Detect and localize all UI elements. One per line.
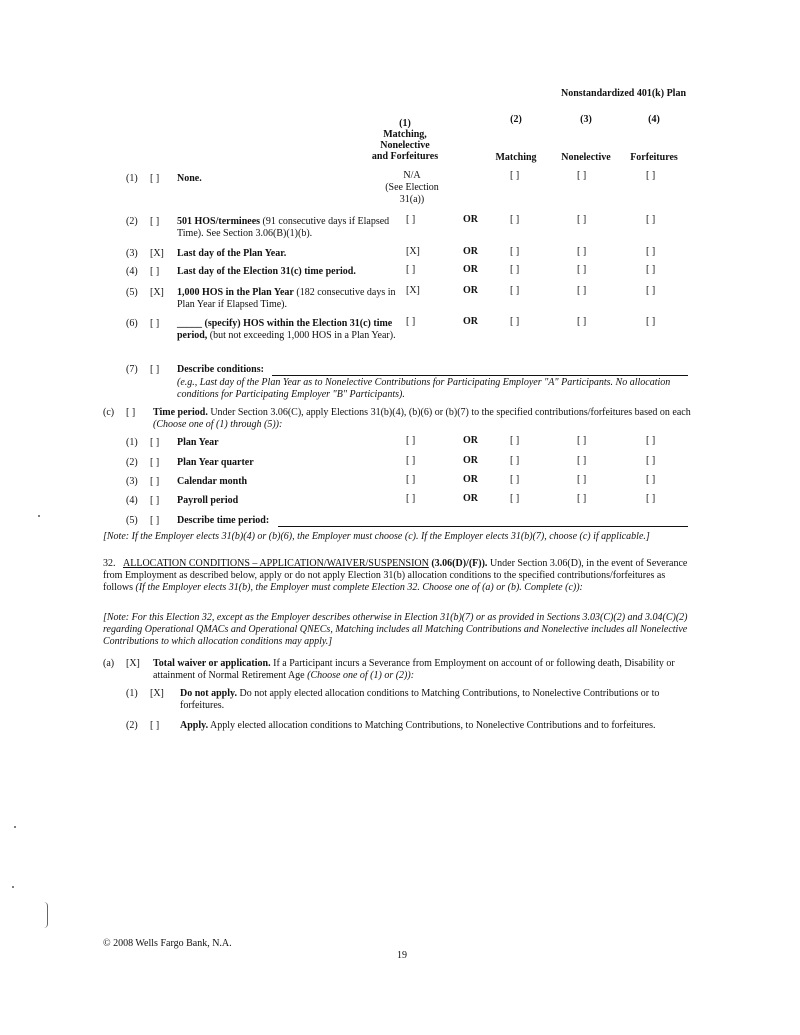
row-number: (6) [126,318,138,329]
cell-col3-checkbox[interactable]: [ ] [577,455,587,466]
cell-col3-checkbox[interactable]: [ ] [577,316,587,327]
row-label: Plan Year [177,437,219,448]
cell-col2-checkbox[interactable]: [ ] [510,170,520,181]
column-label: Matching, Nonelective and Forfeitures [371,129,439,162]
row-number: (2) [126,720,138,731]
row-checkbox[interactable]: [ ] [150,437,160,448]
row-label: Plan Year quarter [177,457,254,468]
section-32a-text [153,658,693,682]
section-32a-instruction: (Choose one of (1) or (2)): [307,670,415,681]
cell-col4-checkbox[interactable]: [ ] [646,214,656,225]
describe-conditions-label: Describe conditions: [177,364,264,375]
scan-speck [12,886,14,888]
row-checkbox[interactable]: [ ] [150,457,160,468]
cell-col3-checkbox[interactable]: [ ] [577,285,587,296]
row-label: Last day of the Election 31(c) time period. [177,266,356,277]
row-number: (5) [126,287,138,298]
row-label [177,318,397,342]
row-checkbox[interactable]: [X] [150,287,164,298]
section-c-letter: (c) [103,407,115,418]
row-checkbox[interactable]: [ ] [150,720,160,731]
row-number: (1) [126,437,138,448]
note-31: [Note: If the Employer elects 31(b)(4) or (b)(6), the Employer must choose (c). If the Employer elects 31(b)(7), choose (c) if applicable.] [103,531,650,542]
or-label: OR [463,493,478,504]
section-32a-letter: (a) [103,658,115,669]
cell-col1-checkbox[interactable]: [X] [406,246,420,257]
row-label-bold: 501 HOS/terminees [177,216,261,227]
section-32a-lead: Total waiver or application. [153,658,271,669]
cell-col3-checkbox[interactable]: [ ] [577,246,587,257]
column-label-3: Nonelective [561,152,611,163]
section-32a-body: If a Participant incurs a Severance from Employment on account of or following death, Disability or attainment of Normal Retirement Age [153,658,675,681]
row-label [177,287,397,311]
row-label: Payroll period [177,495,239,506]
cell-col1-checkbox[interactable]: [ ] [406,214,416,225]
cell-col1-checkbox[interactable]: [ ] [406,474,416,485]
describe-conditions-field[interactable] [272,375,688,376]
row-number: (7) [126,364,138,375]
cell-col2-checkbox[interactable]: [ ] [510,474,520,485]
scan-speck [14,826,16,828]
cell-col1-checkbox[interactable]: [ ] [406,455,416,466]
row-label: Calendar month [177,476,248,487]
row-label-rest: Do not apply elected allocation conditions to Matching Contributions, to Nonelective Contributions or to forfeitures. [180,688,660,711]
column-label-2: Matching [495,152,537,163]
row-label-bold: _____ (specify) HOS within the Election 31(c) time period, [177,318,393,341]
cell-col4-checkbox[interactable]: [ ] [646,435,656,446]
cell-col3-checkbox[interactable]: [ ] [577,264,587,275]
cell-col2-checkbox[interactable]: [ ] [510,455,520,466]
or-label: OR [463,246,478,257]
cell-col4-checkbox[interactable]: [ ] [646,264,656,275]
row-checkbox[interactable]: [ ] [150,216,160,227]
scan-mark [44,902,48,928]
cell-col2-checkbox[interactable]: [ ] [510,435,520,446]
row-checkbox[interactable]: [ ] [150,364,160,375]
row-checkbox[interactable]: [X] [150,688,164,699]
section-c-checkbox[interactable]: [ ] [126,407,136,418]
cell-col1-checkbox[interactable]: [ ] [406,316,416,327]
column-header-1 [360,118,450,162]
copyright: © 2008 Wells Fargo Bank, N.A. [103,938,232,949]
row-label [180,688,692,712]
cell-col1-checkbox[interactable]: [ ] [406,435,416,446]
row-label [177,216,397,240]
section-32a-checkbox[interactable]: [X] [126,658,140,669]
cell-col2-checkbox[interactable]: [ ] [510,264,520,275]
column-number: (1) [399,118,411,129]
or-label: OR [463,285,478,296]
cell-col4-checkbox[interactable]: [ ] [646,493,656,504]
section-32-intro [103,558,693,594]
or-label: OR [463,455,478,466]
page-number: 19 [397,950,407,961]
or-label: OR [463,214,478,225]
or-label: OR [463,435,478,446]
row-label-bold: Apply. [180,720,209,731]
cell-col1-checkbox[interactable]: [ ] [406,264,416,275]
row-number: (4) [126,266,138,277]
row-label-rest: (182 consecutive days in Plan Year if Elapsed Time). [177,287,396,310]
section-c-body: Under Section 3.06(C), apply Elections 31(b)(4), (b)(6) or (b)(7) to the specified contributions/forfeitures based on each [207,407,691,418]
cell-col4-checkbox[interactable]: [ ] [646,474,656,485]
section-c-instruction: (Choose one of (1) through (5)): [153,419,283,430]
section-32-ref: (3.06(D)/(F)). [431,558,488,569]
column-number-2: (2) [510,114,522,125]
row-label: Last day of the Plan Year. [177,248,287,259]
column-label-4: Forfeitures [630,152,678,163]
row-number: (2) [126,457,138,468]
describe-time-period-field[interactable] [278,526,688,527]
row-checkbox[interactable]: [ ] [150,495,160,506]
section-32-instruction: (If the Employer elects 31(b), the Employer must complete Election 32. Choose one of (a) or (b). Complete (c)): [135,582,583,593]
cell-col3-checkbox[interactable]: [ ] [577,435,587,446]
row-label-rest: (but not exceeding 1,000 HOS in a Plan Year). [207,330,396,341]
row-label-bold: 1,000 HOS in the Plan Year [177,287,294,298]
row-label-rest: Apply elected allocation conditions to Matching Contributions, to Nonelective Contributions and to forfeitures. [208,720,656,731]
row-label-bold: Do not apply. [180,688,237,699]
row-label-rest: (91 consecutive days if Elapsed Time). See Section 3.06(B)(1)(b). [177,216,390,239]
row-number: (4) [126,495,138,506]
cell-col1-checkbox[interactable]: [ ] [406,493,416,504]
cell-col3-checkbox[interactable]: [ ] [577,214,587,225]
row-checkbox[interactable]: [ ] [150,318,160,329]
cell-col3-checkbox[interactable]: [ ] [577,170,587,181]
section-c-text [153,407,693,431]
row-number: (1) [126,688,138,699]
cell-col2-checkbox[interactable]: [ ] [510,493,520,504]
column-number-3: (3) [580,114,592,125]
section-32-note: [Note: For this Election 32, except as the Employer describes otherwise in Election 31(b)(7) or as provided in Sections 3.03(C)(2) and 3.04(C)(2) regarding Operational QMACs and Operational QNECs, Matching includes all Matching Contributions and Nonelective includes all Nonelective Contributions to which allocation conditions may apply.] [103,612,688,647]
cell-col3-checkbox[interactable]: [ ] [577,474,587,485]
cell-col4-checkbox[interactable]: [ ] [646,285,656,296]
describe-conditions-example: (e.g., Last day of the Plan Year as to Nonelective Contributions for Participating Employer "A" Participants. No allocation conditions for Participating Employer "B" Participants). [177,377,671,400]
row-number: (3) [126,248,138,259]
cell-col1: N/A (See Election 31(a)) [385,170,439,205]
or-label: OR [463,474,478,485]
row-label [180,720,692,732]
row-checkbox[interactable]: [ ] [150,266,160,277]
section-32-title: ALLOCATION CONDITIONS – APPLICATION/WAIVER/SUSPENSION [123,558,429,569]
cell-col4-checkbox[interactable]: [ ] [646,246,656,257]
scan-speck [38,515,40,517]
cell-col2-checkbox[interactable]: [ ] [510,316,520,327]
cell-col3-checkbox[interactable]: [ ] [577,493,587,504]
or-label: OR [463,316,478,327]
cell-col2-checkbox[interactable]: [ ] [510,214,520,225]
cell-col4-checkbox[interactable]: [ ] [646,455,656,466]
section-c-lead: Time period. [153,407,208,418]
row-checkbox[interactable]: [X] [150,248,164,259]
row-number: (1) [126,173,138,184]
cell-col4-checkbox[interactable]: [ ] [646,316,656,327]
row-checkbox[interactable]: [ ] [150,515,160,526]
plan-title: Nonstandardized 401(k) Plan [561,88,687,99]
row-checkbox[interactable]: [ ] [150,173,160,184]
row-checkbox[interactable]: [ ] [150,476,160,487]
describe-time-period-label: Describe time period: [177,515,270,526]
row-number: (5) [126,515,138,526]
section-32-body: Under Section 3.06(D), in the event of Severance from Employment as described below, apply or do not apply Election 31(b) allocation conditions to the specified contributions/forfeitures as follows [103,558,688,593]
row-number: (2) [126,216,138,227]
cell-col1-checkbox[interactable]: [X] [406,285,420,296]
column-number-4: (4) [648,114,660,125]
row-number: (3) [126,476,138,487]
row-label: None. [177,173,202,184]
section-32-number: 32. [103,558,116,569]
cell-col2-checkbox[interactable]: [ ] [510,246,520,257]
cell-col4-checkbox[interactable]: [ ] [646,170,656,181]
cell-col2-checkbox[interactable]: [ ] [510,285,520,296]
or-label: OR [463,264,478,275]
